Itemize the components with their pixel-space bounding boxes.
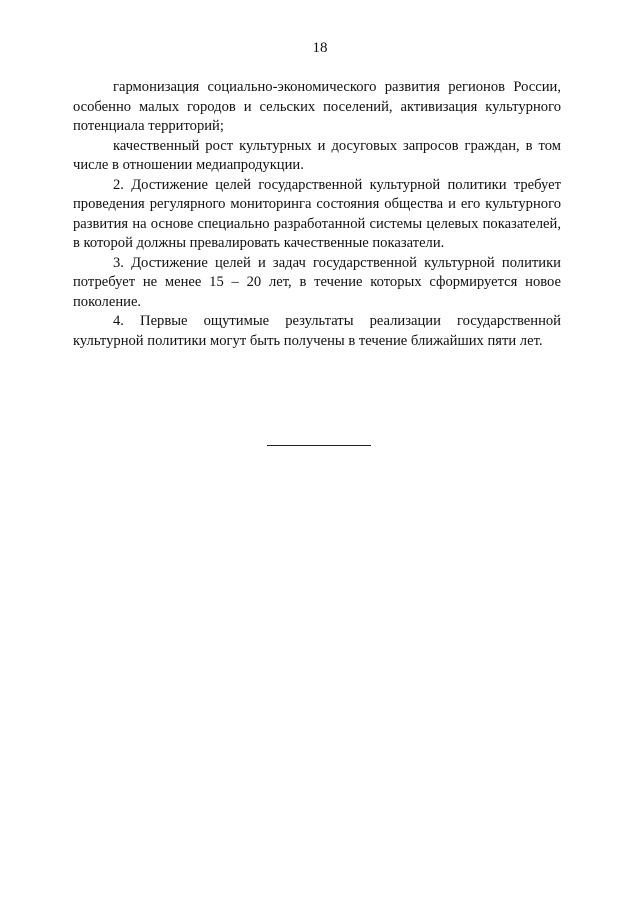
end-separator-line bbox=[267, 445, 371, 446]
page-number: 18 bbox=[312, 40, 328, 56]
document-body bbox=[73, 78, 561, 351]
paragraph-harmonization: гармонизация социально-экономического развития регионов России, особенно малых городов и сельских поселений, активизация культурного потенциала территорий; bbox=[73, 79, 561, 134]
paragraph-cultural-growth: качественный рост культурных и досуговых запросов граждан, в том числе в отношении медиапродукции. bbox=[73, 137, 561, 173]
paragraph-item-2: 2. Достижение целей государственной культурной политики требует проведения регулярного мониторинга состояния общества и его культурного развития на основе специально разработанной системы целевых показателей, в которой должны превалировать качественные показатели. bbox=[73, 176, 561, 251]
paragraph-item-3: 3. Достижение целей и задач государственной культурной политики потребует не менее 15 – 20 лет, в течение которых сформируется новое поколение. bbox=[73, 254, 561, 310]
paragraph-item-4: 4. Первые ощутимые результаты реализации государственной культурной политики могут быть получены в течение ближайших пяти лет. bbox=[73, 313, 561, 349]
